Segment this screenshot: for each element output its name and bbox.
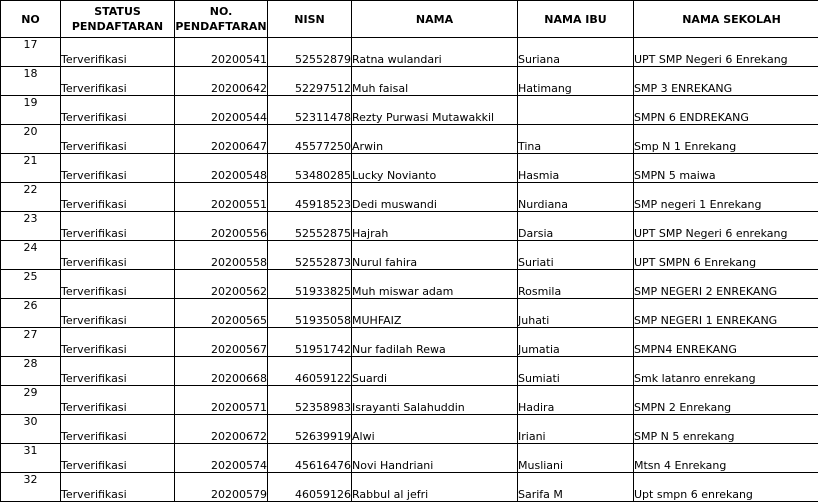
cell-nama[interactable]: Suardi xyxy=(352,357,518,386)
cell-nisn[interactable]: 45616476 xyxy=(268,444,352,473)
cell-no-pendaftaran[interactable]: 20200544 xyxy=(175,96,268,125)
cell-nisn[interactable]: 51935058 xyxy=(268,299,352,328)
cell-no[interactable]: 24 xyxy=(1,241,61,270)
cell-nama[interactable]: MUHFAIZ xyxy=(352,299,518,328)
cell-nisn[interactable]: 52358983 xyxy=(268,386,352,415)
cell-nama-ibu[interactable]: Sarifa M xyxy=(518,473,634,502)
header-nama[interactable]: NAMA xyxy=(352,1,518,38)
cell-nama-ibu[interactable]: Rosmila xyxy=(518,270,634,299)
table-row xyxy=(1,299,818,328)
table-row xyxy=(1,183,818,212)
header-no-pendaftaran[interactable]: NO. PENDAFTARAN xyxy=(175,1,268,38)
cell-nama[interactable]: Ratna wulandari xyxy=(352,38,518,67)
cell-nama-ibu[interactable]: Tina xyxy=(518,125,634,154)
table-row xyxy=(1,96,818,125)
cell-nisn[interactable]: 52639919 xyxy=(268,415,352,444)
table-row xyxy=(1,444,818,473)
cell-status[interactable]: Terverifikasi xyxy=(61,386,175,415)
cell-nama-ibu[interactable]: Hasmia xyxy=(518,154,634,183)
cell-nisn[interactable]: 51951742 xyxy=(268,328,352,357)
table-row xyxy=(1,125,818,154)
cell-nama-ibu[interactable]: Suriana xyxy=(518,38,634,67)
header-nisn[interactable]: NISN xyxy=(268,1,352,38)
cell-nama-sekolah[interactable]: SMPN 5 maiwa xyxy=(634,154,818,183)
cell-nama[interactable]: Dedi muswandi xyxy=(352,183,518,212)
cell-no-pendaftaran[interactable]: 20200558 xyxy=(175,241,268,270)
cell-nama-sekolah[interactable]: Upt smpn 6 enrekang xyxy=(634,473,818,502)
cell-nama-sekolah[interactable]: UPT SMPN 6 Enrekang xyxy=(634,241,818,270)
cell-no-pendaftaran[interactable]: 20200647 xyxy=(175,125,268,154)
cell-nisn[interactable]: 45918523 xyxy=(268,183,352,212)
cell-status[interactable]: Terverifikasi xyxy=(61,38,175,67)
cell-nisn[interactable]: 52552875 xyxy=(268,212,352,241)
cell-nama-ibu[interactable]: Juhati xyxy=(518,299,634,328)
table-row xyxy=(1,473,818,502)
cell-nama-sekolah[interactable]: UPT SMP Negeri 6 Enrekang xyxy=(634,38,818,67)
cell-status[interactable]: Terverifikasi xyxy=(61,444,175,473)
cell-nama-ibu[interactable]: Nurdiana xyxy=(518,183,634,212)
cell-no-pendaftaran[interactable]: 20200571 xyxy=(175,386,268,415)
cell-nama-ibu[interactable]: Musliani xyxy=(518,444,634,473)
cell-no-pendaftaran[interactable]: 20200574 xyxy=(175,444,268,473)
cell-status[interactable]: Terverifikasi xyxy=(61,125,175,154)
cell-nama[interactable]: Rabbul al jefri xyxy=(352,473,518,502)
cell-nama[interactable]: Nur fadilah Rewa xyxy=(352,328,518,357)
cell-nama-sekolah[interactable]: SMP NEGERI 1 ENREKANG xyxy=(634,299,818,328)
cell-nisn[interactable]: 52552879 xyxy=(268,38,352,67)
cell-status[interactable]: Terverifikasi xyxy=(61,96,175,125)
cell-no-pendaftaran[interactable]: 20200551 xyxy=(175,183,268,212)
cell-nama[interactable]: Novi Handriani xyxy=(352,444,518,473)
cell-nama[interactable]: Hajrah xyxy=(352,212,518,241)
cell-status[interactable]: Terverifikasi xyxy=(61,154,175,183)
cell-no[interactable]: 31 xyxy=(1,444,61,473)
cell-status[interactable]: Terverifikasi xyxy=(61,212,175,241)
cell-no-pendaftaran[interactable]: 20200642 xyxy=(175,67,268,96)
table-row xyxy=(1,357,818,386)
cell-nama-sekolah[interactable]: Smk latanro enrekang xyxy=(634,357,818,386)
cell-nisn[interactable]: 46059126 xyxy=(268,473,352,502)
cell-status[interactable]: Terverifikasi xyxy=(61,299,175,328)
cell-no[interactable]: 22 xyxy=(1,183,61,212)
table-row xyxy=(1,270,818,299)
cell-no-pendaftaran[interactable]: 20200579 xyxy=(175,473,268,502)
cell-nama-sekolah[interactable]: SMP NEGERI 2 ENREKANG xyxy=(634,270,818,299)
cell-nama-sekolah[interactable]: SMP N 5 enrekang xyxy=(634,415,818,444)
header-status[interactable]: STATUS PENDAFTARAN xyxy=(61,1,175,38)
cell-status[interactable]: Terverifikasi xyxy=(61,473,175,502)
cell-no-pendaftaran[interactable]: 20200541 xyxy=(175,38,268,67)
cell-status[interactable]: Terverifikasi xyxy=(61,328,175,357)
cell-no[interactable]: 19 xyxy=(1,96,61,125)
cell-no-pendaftaran[interactable]: 20200567 xyxy=(175,328,268,357)
header-nama-sekolah[interactable]: NAMA SEKOLAH xyxy=(634,1,818,38)
cell-no[interactable]: 17 xyxy=(1,38,61,67)
cell-no[interactable]: 26 xyxy=(1,299,61,328)
table-row xyxy=(1,328,818,357)
cell-nama-ibu[interactable] xyxy=(518,96,634,125)
cell-no-pendaftaran[interactable]: 20200672 xyxy=(175,415,268,444)
cell-nisn[interactable]: 51933825 xyxy=(268,270,352,299)
cell-status[interactable]: Terverifikasi xyxy=(61,67,175,96)
cell-nisn[interactable]: 52552873 xyxy=(268,241,352,270)
cell-nama-ibu[interactable]: Darsia xyxy=(518,212,634,241)
cell-no-pendaftaran[interactable]: 20200562 xyxy=(175,270,268,299)
cell-nama-ibu[interactable]: Suriati xyxy=(518,241,634,270)
cell-status[interactable]: Terverifikasi xyxy=(61,241,175,270)
cell-status[interactable]: Terverifikasi xyxy=(61,183,175,212)
cell-nama-sekolah[interactable]: UPT SMP Negeri 6 enrekang xyxy=(634,212,818,241)
cell-nama[interactable]: Lucky Novianto xyxy=(352,154,518,183)
cell-nama-ibu[interactable]: Hadira xyxy=(518,386,634,415)
cell-nama-sekolah[interactable]: SMP 3 ENREKANG xyxy=(634,67,818,96)
cell-nama[interactable]: Israyanti Salahuddin xyxy=(352,386,518,415)
cell-nisn[interactable]: 46059122 xyxy=(268,357,352,386)
table-row xyxy=(1,212,818,241)
table-row xyxy=(1,241,818,270)
cell-no-pendaftaran[interactable]: 20200556 xyxy=(175,212,268,241)
cell-nisn[interactable]: 52297512 xyxy=(268,67,352,96)
table-row xyxy=(1,415,818,444)
cell-no[interactable]: 32 xyxy=(1,473,61,502)
cell-nama-ibu[interactable]: Sumiati xyxy=(518,357,634,386)
cell-nisn[interactable]: 45577250 xyxy=(268,125,352,154)
cell-no[interactable]: 21 xyxy=(1,154,61,183)
cell-no[interactable]: 18 xyxy=(1,67,61,96)
cell-nama-sekolah[interactable]: SMPN 6 ENDREKANG xyxy=(634,96,818,125)
cell-nama[interactable]: Arwin xyxy=(352,125,518,154)
cell-no[interactable]: 30 xyxy=(1,415,61,444)
table-row xyxy=(1,154,818,183)
cell-status[interactable]: Terverifikasi xyxy=(61,415,175,444)
cell-nisn[interactable]: 52311478 xyxy=(268,96,352,125)
cell-nama-sekolah[interactable]: SMPN 2 Enrekang xyxy=(634,386,818,415)
cell-nama-ibu[interactable]: Hatimang xyxy=(518,67,634,96)
cell-nama-sekolah[interactable]: SMP negeri 1 Enrekang xyxy=(634,183,818,212)
table-row xyxy=(1,386,818,415)
cell-no[interactable]: 29 xyxy=(1,386,61,415)
cell-nama-ibu[interactable]: Iriani xyxy=(518,415,634,444)
cell-no-pendaftaran[interactable]: 20200668 xyxy=(175,357,268,386)
cell-no[interactable]: 25 xyxy=(1,270,61,299)
cell-no[interactable]: 23 xyxy=(1,212,61,241)
header-row xyxy=(1,1,818,38)
cell-nisn[interactable]: 53480285 xyxy=(268,154,352,183)
cell-nama[interactable]: Muh faisal xyxy=(352,67,518,96)
cell-status[interactable]: Terverifikasi xyxy=(61,357,175,386)
header-no[interactable]: NO xyxy=(1,1,61,38)
cell-nama[interactable]: Nurul fahira xyxy=(352,241,518,270)
cell-nama-sekolah[interactable]: SMPN4 ENREKANG xyxy=(634,328,818,357)
cell-nama[interactable]: Rezty Purwasi Mutawakkil xyxy=(352,96,518,125)
cell-no[interactable]: 28 xyxy=(1,357,61,386)
cell-no-pendaftaran[interactable]: 20200565 xyxy=(175,299,268,328)
table-row xyxy=(1,38,818,67)
cell-no-pendaftaran[interactable]: 20200548 xyxy=(175,154,268,183)
cell-no[interactable]: 27 xyxy=(1,328,61,357)
table-row xyxy=(1,67,818,96)
cell-nama-ibu[interactable]: Jumatia xyxy=(518,328,634,357)
cell-nama[interactable]: Alwi xyxy=(352,415,518,444)
cell-nama-sekolah[interactable]: Mtsn 4 Enrekang xyxy=(634,444,818,473)
cell-nama[interactable]: Muh miswar adam xyxy=(352,270,518,299)
cell-no[interactable]: 20 xyxy=(1,125,61,154)
cell-nama-sekolah[interactable]: Smp N 1 Enrekang xyxy=(634,125,818,154)
cell-status[interactable]: Terverifikasi xyxy=(61,270,175,299)
header-nama-ibu[interactable]: NAMA IBU xyxy=(518,1,634,38)
